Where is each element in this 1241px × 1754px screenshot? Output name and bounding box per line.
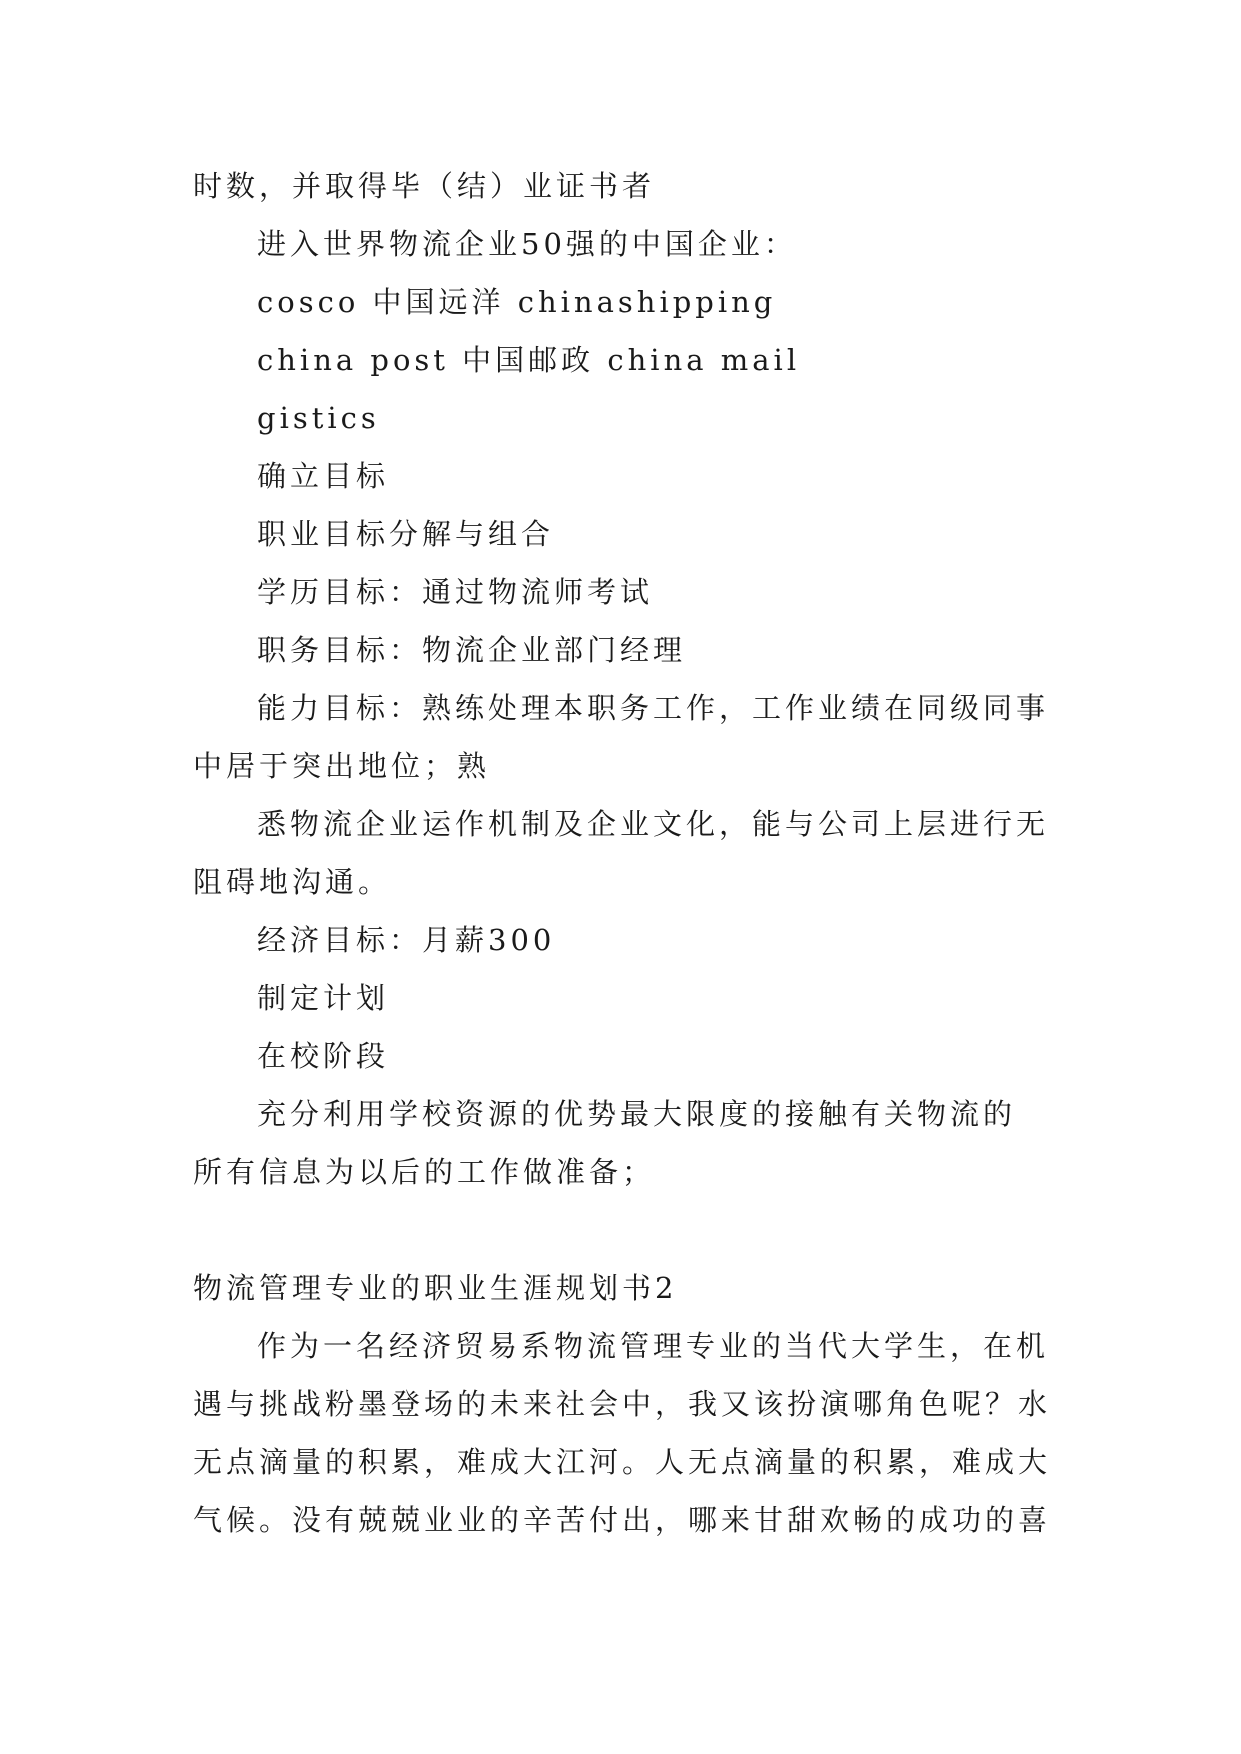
text-line: 所有信息为以后的工作做准备； — [193, 1155, 656, 1189]
text-line: cosco 中国远洋 chinashipping — [257, 285, 777, 319]
text-line: 经济目标：月薪300 — [257, 923, 556, 957]
text-line: 作为一名经济贸易系物流管理专业的当代大学生，在机 — [257, 1329, 1050, 1363]
text-line: 气候。没有兢兢业业的辛苦付出，哪来甘甜欢畅的成功的喜 — [193, 1503, 1052, 1537]
section-heading: 制定计划 — [257, 981, 390, 1015]
text-line: 职业目标分解与组合 — [257, 517, 555, 551]
text-line: 阻碍地沟通。 — [193, 865, 392, 899]
section-heading: 确立目标 — [257, 459, 390, 493]
text-line: 遇与挑战粉墨登场的未来社会中，我又该扮演哪角色呢？水 — [193, 1387, 1052, 1421]
text-line: 在校阶段 — [257, 1039, 390, 1073]
text-line: 时数，并取得毕（结）业证书者 — [193, 169, 656, 203]
text-line: 职务目标：物流企业部门经理 — [257, 633, 687, 667]
text-line: 中居于突出地位；熟 — [193, 749, 491, 783]
text-line: 悉物流企业运作机制及企业文化，能与公司上层进行无 — [257, 807, 1050, 841]
text-line: 学历目标：通过物流师考试 — [257, 575, 654, 609]
text-line: 进入世界物流企业50强的中国企业： — [257, 227, 797, 261]
text-line: 充分利用学校资源的优势最大限度的接触有关物流的 — [257, 1097, 1017, 1131]
text-line: china post 中国邮政 china mail — [257, 343, 801, 377]
text-line: 能力目标：熟练处理本职务工作，工作业绩在同级同事 — [257, 691, 1050, 725]
text-line: gistics — [257, 401, 380, 435]
text-line: 无点滴量的积累，难成大江河。人无点滴量的积累，难成大 — [193, 1445, 1052, 1479]
document-title: 物流管理专业的职业生涯规划书2 — [193, 1271, 678, 1305]
